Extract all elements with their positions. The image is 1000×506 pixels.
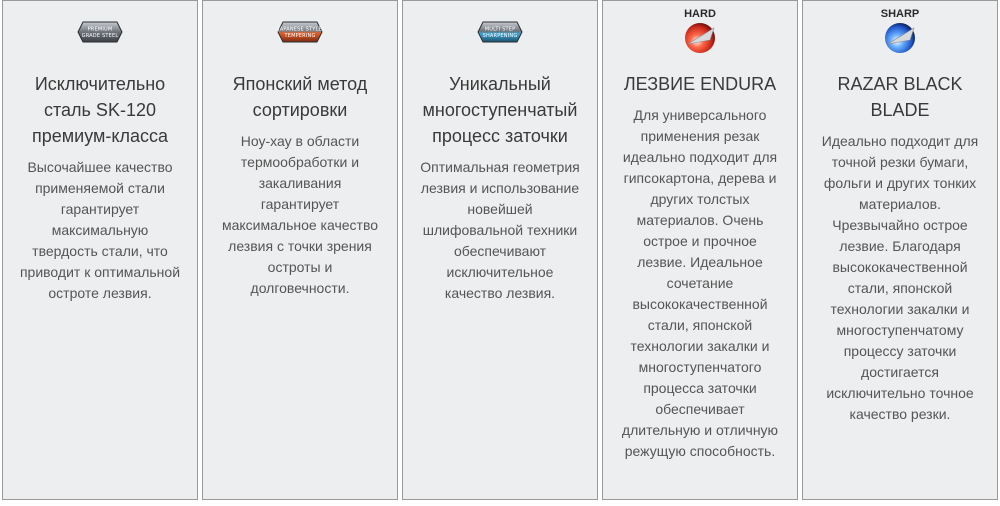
feature-card-japanese-tempering: [202, 0, 398, 500]
card-text: Оптимальная геометрия лезвия и использование новейшей шлифовальной техники обеспечивают исключительное качество лезвия.: [420, 159, 580, 301]
card-title: Уникальный многоступенчатый процесс заточки: [422, 74, 578, 146]
feature-card-endura-blade: [602, 0, 798, 500]
badge-container: [803, 1, 997, 63]
badge-line-1: JAPANESE STYLE: [278, 26, 322, 33]
badge-label: HARD: [684, 8, 716, 20]
badge-container: [3, 1, 197, 63]
badge-line-1: PREMIUM: [87, 26, 113, 33]
hard-blade-badge-icon: [670, 6, 730, 58]
card-title: ЛЕЗВИЕ ENDURA: [623, 74, 777, 94]
multi-step-sharpening-badge-icon: [477, 18, 523, 46]
badge-container: [203, 1, 397, 63]
badge-line-2: SHARPENING: [482, 33, 518, 39]
card-text: Ноу-хау в области термообработки и закаливания гарантирует максимальное качество лезвия с точки зрения остроты и долговечности.: [221, 133, 379, 296]
feature-card-multi-step-sharpening: [402, 0, 598, 500]
badge-container: [403, 1, 597, 63]
badge-container: [603, 1, 797, 63]
badge-label: SHARP: [880, 8, 920, 20]
card-title: RAZAR BLACK BLADE: [837, 74, 963, 120]
card-title: Японский метод сортировки: [232, 74, 368, 120]
premium-grade-steel-badge-icon: [77, 18, 123, 46]
card-text: Высочайшее качество применяемой стали гарантирует максимальную твердость стали, что приводит к оптимальной остроте лезвия.: [19, 159, 181, 301]
badge-line-2: TEMPERING: [284, 33, 316, 39]
badge-line-1: MULTI STEP: [484, 26, 516, 33]
japanese-tempering-badge-icon: [277, 18, 323, 46]
sharp-blade-badge-icon: [870, 6, 930, 58]
badge-line-2: GRADE STEEL: [81, 33, 119, 39]
feature-card-black-blade: [802, 0, 998, 500]
card-title: Исключительно сталь SK-120 премиум-класса: [32, 74, 168, 146]
card-text: Для универсального применения резак идеально подходит для гипсокартона, дерева и других толстых материалов. Очень острое и прочное лезвие. Идеальное сочетание высококачественной стали, японской технологии закалки и многоступенчатого процесса заточки обеспечивает длительную и отличную режущую способность.: [621, 107, 779, 459]
card-text: Идеально подходит для точной резки бумаги, фольги и других тонких материалов. Чрезвычайно острое лезвие. Благодаря высококачественной стали, японской технологии закалки и многоступенчатому процессу заточки достигается исключительно точное качество резки.: [821, 133, 979, 422]
feature-card-premium-steel: [2, 0, 198, 500]
